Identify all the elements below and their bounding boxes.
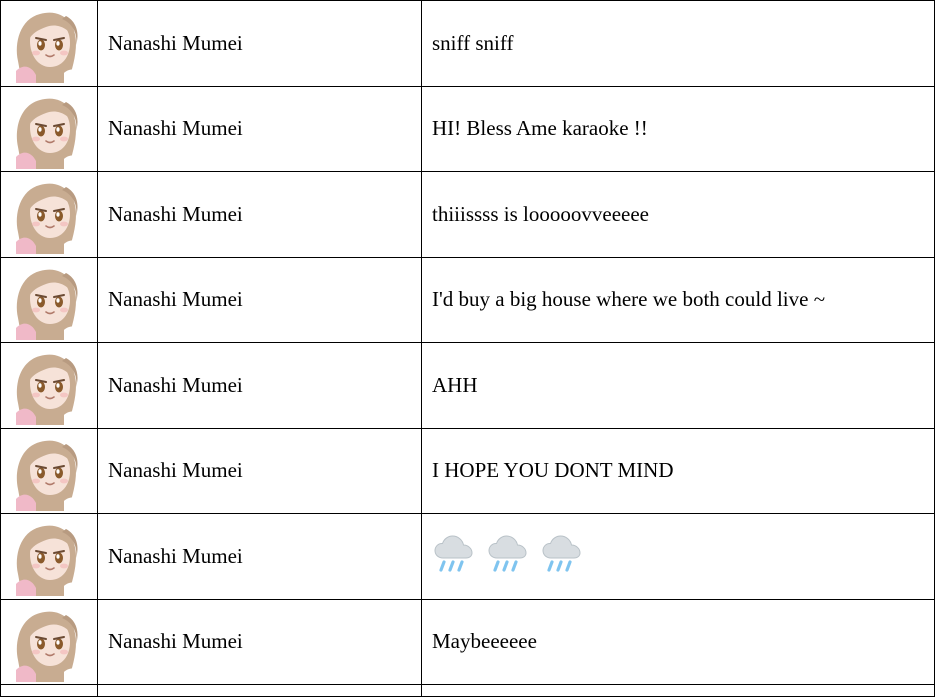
avatar-cell — [1, 1, 98, 87]
table-row — [1, 172, 935, 258]
avatar — [10, 91, 88, 169]
avatar — [10, 347, 88, 425]
nanashi-mumei-avatar-icon — [10, 604, 88, 682]
nanashi-mumei-avatar-icon — [10, 518, 88, 596]
nanashi-mumei-avatar-icon — [10, 347, 88, 425]
table-row — [1, 599, 935, 685]
nanashi-mumei-avatar-icon — [10, 433, 88, 511]
table-row — [1, 514, 935, 600]
avatar-cell — [1, 343, 98, 429]
avatar-cell — [1, 86, 98, 172]
table-row — [1, 428, 935, 514]
message-text: I HOPE YOU DONT MIND — [422, 428, 935, 514]
message-author: Nanashi Mumei — [98, 257, 422, 343]
message-text — [422, 685, 935, 697]
avatar-cell — [1, 257, 98, 343]
message-author: Nanashi Mumei — [98, 1, 422, 87]
avatar — [10, 176, 88, 254]
table-row — [1, 86, 935, 172]
cloud-with-rain-emoji — [540, 532, 584, 580]
avatar-cell — [1, 428, 98, 514]
table-row — [1, 685, 935, 697]
avatar-cell — [1, 514, 98, 600]
message-author: Nanashi Mumei — [98, 599, 422, 685]
avatar — [10, 518, 88, 596]
nanashi-mumei-avatar-icon — [10, 176, 88, 254]
cloud-with-rain-emoji — [486, 532, 530, 580]
table-row — [1, 343, 935, 429]
message-emoji-cell — [422, 514, 935, 600]
cloud-with-rain-emoji — [432, 532, 476, 580]
avatar-cell — [1, 685, 98, 697]
avatar-cell — [1, 172, 98, 258]
message-author: Nanashi Mumei — [98, 86, 422, 172]
message-text: thiiissss is looooovveeeee — [422, 172, 935, 258]
chat-message-rows — [1, 1, 935, 697]
message-text: Maybeeeeee — [422, 599, 935, 685]
message-text: I'd buy a big house where we both could live ~ — [422, 257, 935, 343]
message-text: AHH — [422, 343, 935, 429]
message-author: Nanashi Mumei — [98, 514, 422, 600]
message-author: Nanashi Mumei — [98, 428, 422, 514]
message-text: HI! Bless Ame karaoke !! — [422, 86, 935, 172]
avatar — [10, 433, 88, 511]
avatar-cell — [1, 599, 98, 685]
message-author — [98, 685, 422, 697]
table-row — [1, 257, 935, 343]
message-text: sniff sniff — [422, 1, 935, 87]
message-author: Nanashi Mumei — [98, 343, 422, 429]
avatar — [10, 5, 88, 83]
message-emoji-group — [432, 545, 587, 566]
nanashi-mumei-avatar-icon — [10, 91, 88, 169]
nanashi-mumei-avatar-icon — [10, 5, 88, 83]
message-author: Nanashi Mumei — [98, 172, 422, 258]
avatar — [10, 262, 88, 340]
avatar — [10, 604, 88, 682]
nanashi-mumei-avatar-icon — [10, 262, 88, 340]
table-row — [1, 1, 935, 87]
